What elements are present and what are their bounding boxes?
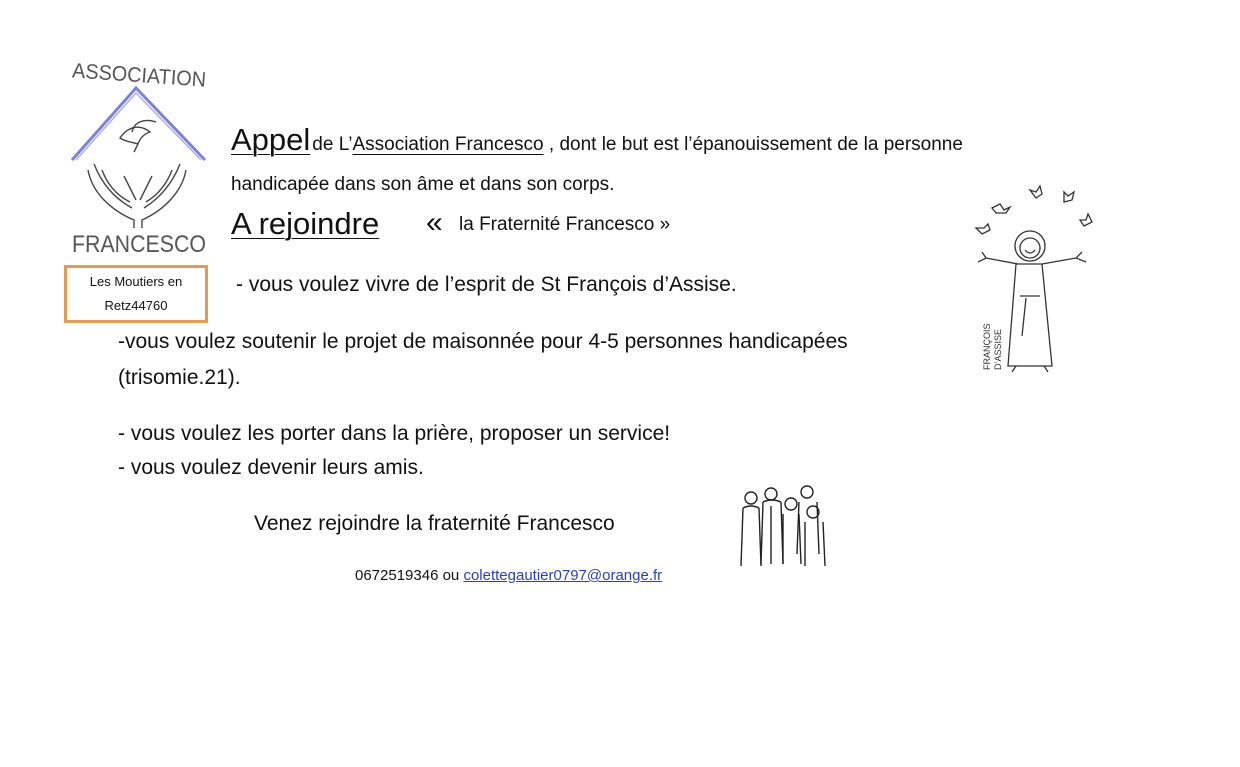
de-l-text: de L’: [312, 134, 353, 155]
quote-open: «: [426, 206, 443, 239]
address-line-2: Retz44760: [104, 298, 168, 313]
contact-line: [355, 567, 662, 584]
logo-bottom-text: FRANCESCO: [72, 231, 206, 258]
rejoindre-title: A rejoindre: [231, 206, 380, 241]
bullet-projet-line-2: (trisomie.21).: [118, 366, 241, 389]
bullet-projet-line-1: -vous voulez soutenir le projet de maisonnée pour 4-5 personnes handicapées: [118, 330, 848, 353]
bullet-esprit: - vous voulez vivre de l’esprit de St François d’Assise.: [236, 273, 737, 296]
logo-roof-icon: [72, 88, 205, 160]
bullet-priere: - vous voulez les porter dans la prière, proposer un service!: [118, 422, 671, 445]
email-link[interactable]: colettegautier0797@orange.fr: [463, 567, 663, 584]
bullet-amis: - vous voulez devenir leurs amis.: [118, 456, 424, 479]
purpose-line-2: handicapée dans son âme et dans son corps.: [231, 174, 615, 195]
heading-line-2: [231, 206, 379, 242]
logo-top-text: ASSOCIATION: [71, 59, 215, 93]
group-people-illustration: [735, 484, 830, 570]
appel-title: Appel: [231, 122, 311, 157]
illustration-label-2: D’ASSISE: [993, 328, 1003, 370]
dove-icon: [120, 120, 156, 152]
hands-icon: [88, 164, 186, 228]
association-name: Association Francesco: [352, 134, 544, 155]
fraternite-text: la Fraternité Francesco »: [459, 214, 671, 235]
association-logo: [58, 52, 218, 267]
heading-line-1: [231, 122, 963, 158]
address-box: [64, 265, 208, 323]
purpose-text: , dont le but est l’épanouissement de la personne: [543, 134, 963, 155]
birds-icon: [976, 186, 1092, 234]
address-line-1: Les Moutiers en: [89, 274, 183, 289]
closing-invite: Venez rejoindre la fraternité Francesco: [254, 512, 615, 535]
phone-number: 0672519346 ou: [355, 567, 464, 584]
francois-illustration: [968, 180, 1103, 380]
illustration-label-1: FRANÇOIS: [982, 323, 992, 370]
